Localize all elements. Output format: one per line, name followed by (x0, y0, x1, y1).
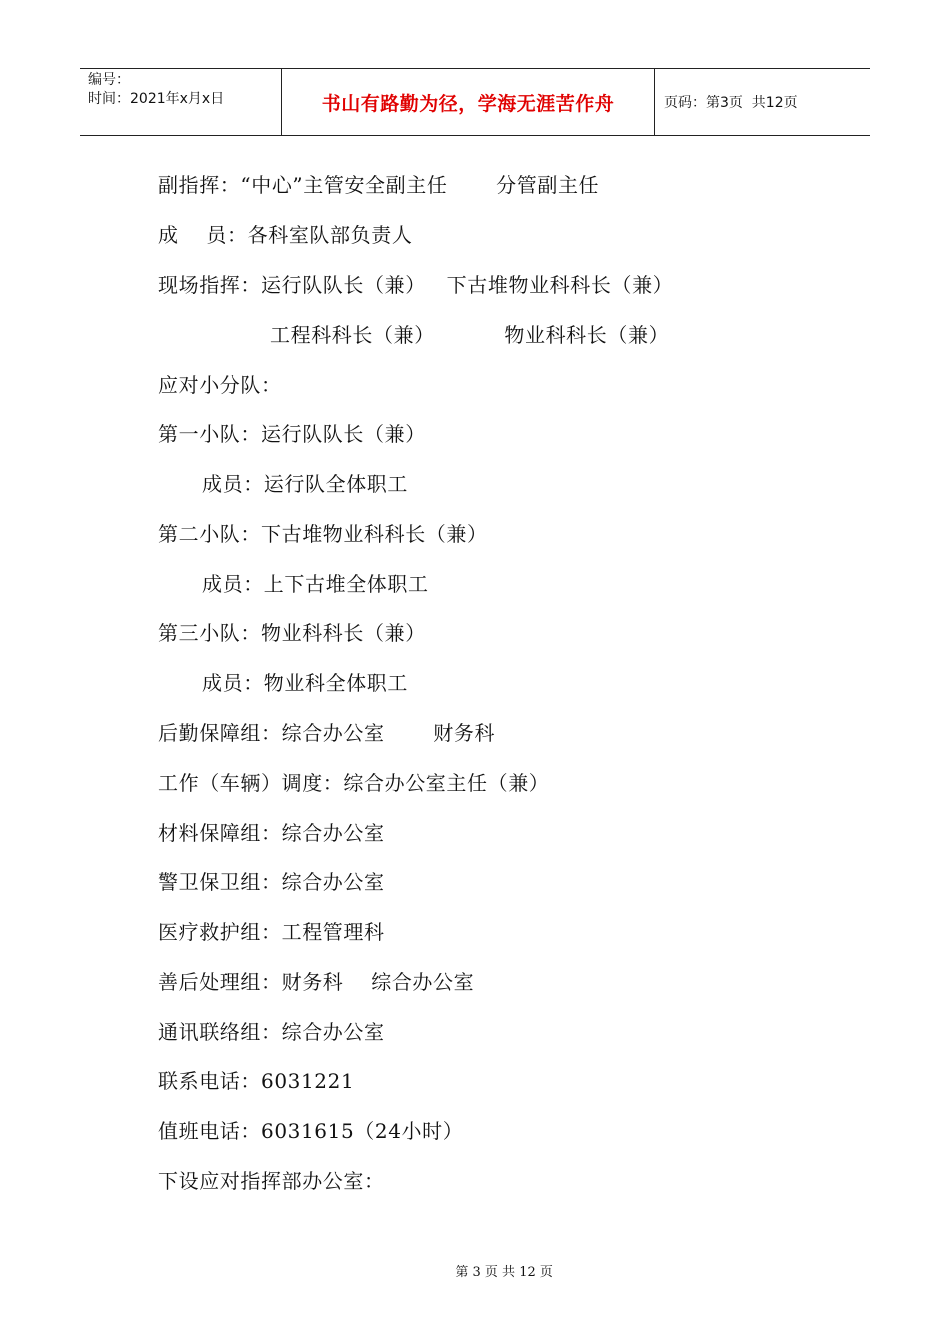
page-header (80, 68, 870, 136)
materials-group-line: 材料保障组：综合办公室 (158, 821, 385, 845)
header-page-number: 页码：第3页 共12页 (664, 95, 798, 111)
security-group-line: 警卫保卫组：综合办公室 (158, 870, 385, 894)
header-divider-right (654, 69, 655, 135)
team-two-members-line: 成员：上下古堆全体职工 (202, 572, 429, 596)
deputy-commander-line: 副指挥：“中心”主管安全副主任 分管副主任 (158, 173, 600, 197)
team-one-members-line: 成员：运行队全体职工 (202, 472, 408, 496)
page-footer (0, 1246, 950, 1280)
duty-phone-line: 值班电话：6031615（24小时） (158, 1119, 464, 1143)
serial-number-label: 编号： (88, 72, 130, 88)
header-motto: 书山有路勤为径，学海无涯苦作舟 (321, 92, 615, 115)
header-meta (88, 71, 224, 109)
date-label: 时间：2021年x月x日 (88, 91, 225, 107)
communications-group-line: 通讯联络组：综合办公室 (158, 1020, 385, 1044)
members-line: 成 员：各科室队部负责人 (158, 223, 413, 247)
response-teams-heading: 应对小分队： (158, 373, 282, 397)
logistics-group-line: 后勤保障组：综合办公室 财务科 (158, 721, 496, 745)
command-office-heading: 下设应对指挥部办公室： (158, 1169, 385, 1193)
aftermath-group-line: 善后处理组：财务科 综合办公室 (158, 970, 475, 994)
dispatch-line: 工作（车辆）调度：综合办公室主任（兼） (158, 771, 550, 795)
field-commander-continued-line: 工程科科长（兼） 物业科科长（兼） (270, 323, 670, 347)
team-one-leader-line: 第一小队：运行队队长（兼） (158, 422, 426, 446)
field-commander-line: 现场指挥：运行队队长（兼） 下古堆物业科科长（兼） (158, 273, 674, 297)
medical-group-line: 医疗救护组：工程管理科 (158, 920, 385, 944)
footer-page-number: 第 3 页 共 12 页 (455, 1265, 553, 1280)
team-three-members-line: 成员：物业科全体职工 (202, 671, 408, 695)
team-two-leader-line: 第二小队：下古堆物业科科长（兼） (158, 522, 488, 546)
contact-phone-line: 联系电话：6031221 (158, 1069, 355, 1093)
team-three-leader-line: 第三小队：物业科科长（兼） (158, 621, 426, 645)
